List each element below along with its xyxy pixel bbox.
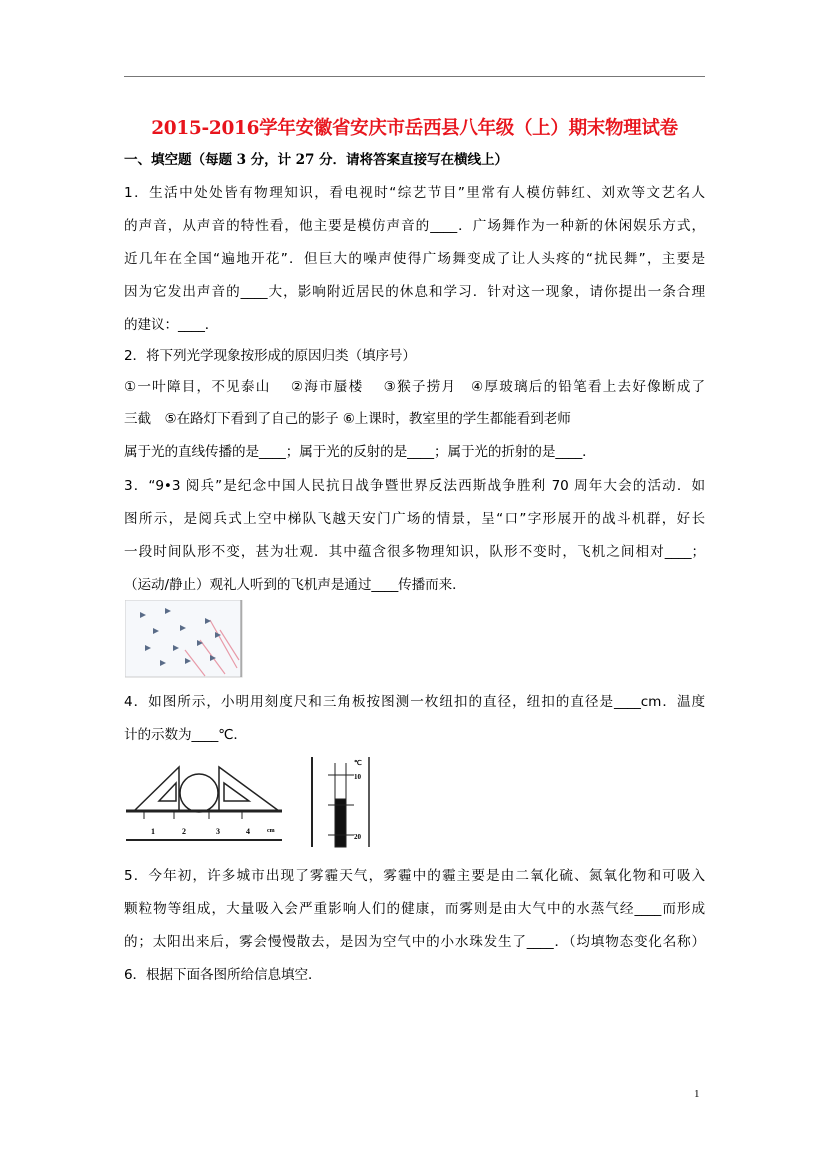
ruler-figure bbox=[126, 767, 282, 840]
ruler-unit: cm bbox=[267, 828, 275, 834]
q5-line: 5．今年初，许多城市出现了雾霾天气，雾霾中的霾主要是由二氧化硫、氮氧化物和可吸入 bbox=[124, 868, 705, 884]
q1-line: 近几年在全国“遍地开花”．但巨大的噪声使得广场舞变成了让人头疼的“扰民舞”，主要是 bbox=[124, 251, 705, 267]
section-heading: 一、填空题（每题 3 分，计 27 分．请将答案直接写在横线上） bbox=[124, 152, 508, 168]
q3-line: 图所示，是阅兵式上空中梯队飞越天安门广场的情景，呈“口”字形展开的战斗机群，好长 bbox=[124, 511, 705, 527]
q5-line: 的；太阳出来后，雾会慢慢散去，是因为空气中的小水珠发生了____．（均填物态变化名称） bbox=[124, 934, 705, 950]
ruler-tick-label: 4 bbox=[246, 827, 250, 836]
flyover-image bbox=[125, 600, 243, 678]
q3-line: （运动/静止）观礼人听到的飞机声是通过____传播而来． bbox=[124, 577, 466, 593]
page-title: 2015-2016学年安徽省安庆市岳西县八年级（上）期末物理试卷 bbox=[151, 118, 678, 139]
q4-line: 计的示数为____℃． bbox=[124, 727, 247, 743]
ruler-tick-label: 2 bbox=[182, 827, 186, 836]
q2-line: ①一叶障目，不见泰山 ②海市蜃楼 ③猴子捞月 ④厚玻璃后的铅笔看上去好像断成了 bbox=[124, 379, 705, 395]
ruler-tick-label: 3 bbox=[216, 827, 220, 836]
q4-line: 4．如图所示，小明用刻度尺和三角板按图测一枚纽扣的直径，纽扣的直径是____cm．温度 bbox=[124, 694, 705, 710]
ruler-thermometer-figure bbox=[124, 755, 404, 850]
thermo-unit: ℃ bbox=[354, 759, 362, 767]
q1-line: 1．生活中处处皆有物理知识，看电视时“综艺节目”里常有人模仿韩红、刘欢等文艺名人 bbox=[124, 185, 705, 201]
q2-line: 属于光的直线传播的是____；属于光的反射的是____；属于光的折射的是____． bbox=[124, 444, 596, 460]
thermo-tick-label: 20 bbox=[354, 833, 361, 841]
q1-line: 的声音，从声音的特性看，他主要是模仿声音的____．广场舞作为一种新的休闲娱乐方式， bbox=[124, 218, 705, 234]
thermo-tick-label: 10 bbox=[354, 773, 361, 781]
q1-line: 的建议：____． bbox=[124, 317, 219, 333]
ruler-tick-label: 1 bbox=[151, 827, 155, 836]
q3-line: 一段时间队形不变，甚为壮观．其中蕴含很多物理知识，队形不变时，飞机之间相对____； bbox=[124, 544, 705, 560]
page-number: 1 bbox=[694, 1088, 700, 1100]
q1-line: 因为它发出声音的____大，影响附近居民的休息和学习．针对这一现象，请你提出一条合理 bbox=[124, 284, 705, 300]
header-rule bbox=[124, 76, 705, 77]
q5-line: 颗粒物等组成，大量吸入会严重影响人们的健康，而雾则是由大气中的水蒸气经____而形成 bbox=[124, 901, 705, 917]
q3-line: 3．“9•3 阅兵”是纪念中国人民抗日战争暨世界反法西斯战争胜利 70 周年大会的活动．如 bbox=[124, 478, 705, 494]
q2-line: 2．将下列光学现象按形成的原因归类（填序号） bbox=[124, 348, 416, 364]
q2-line: 三截 ⑤在路灯下看到了自己的影子 ⑥上课时，教室里的学生都能看到老师 bbox=[124, 411, 571, 427]
q6-line: 6．根据下面各图所给信息填空． bbox=[124, 967, 322, 983]
